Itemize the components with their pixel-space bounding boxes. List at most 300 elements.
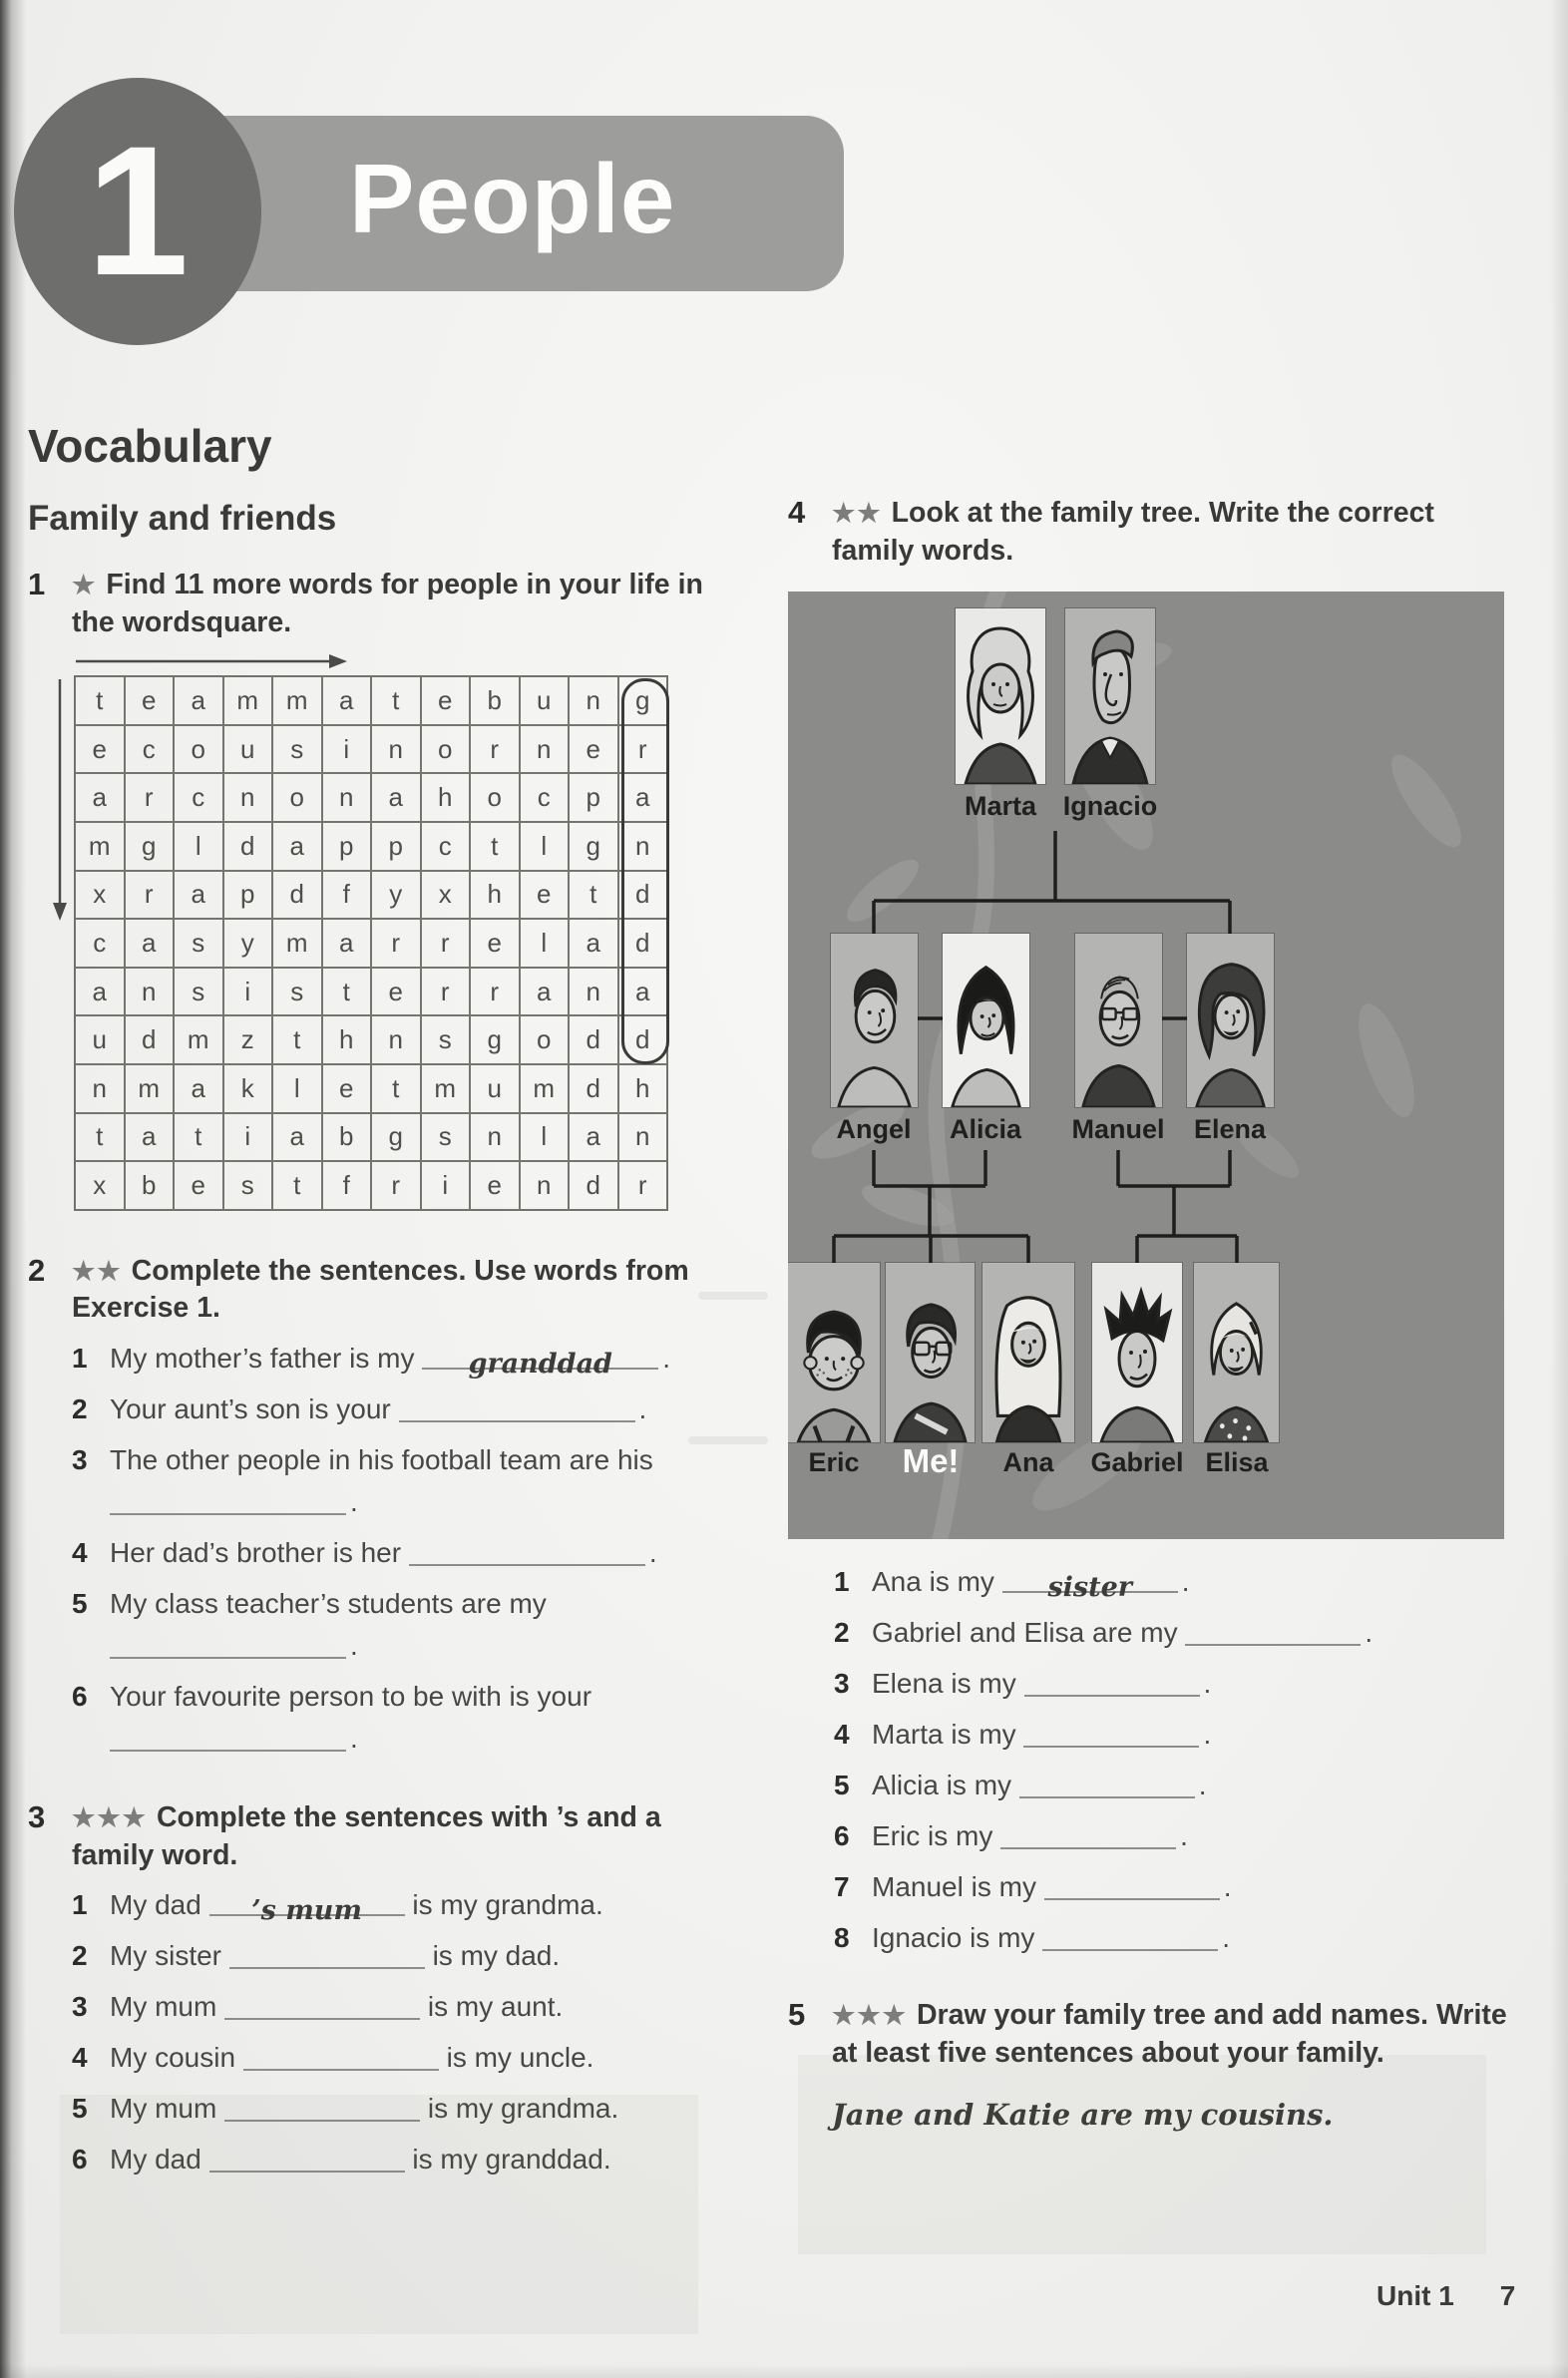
grid-cell: n bbox=[223, 773, 273, 822]
instruction-text: Complete the sentences with ’s and a family word. bbox=[72, 1800, 661, 1871]
grid-cell: e bbox=[322, 1064, 372, 1113]
grid-cell: y bbox=[371, 871, 421, 920]
grid-cell: u bbox=[520, 676, 570, 725]
answer-blank bbox=[110, 1724, 346, 1752]
item-number: 2 bbox=[72, 1392, 88, 1424]
item-number: 3 bbox=[72, 1443, 88, 1475]
grid-cell: s bbox=[272, 725, 322, 774]
grid-cell: t bbox=[371, 1064, 421, 1113]
sentence-item bbox=[72, 1439, 726, 1523]
sentence-after: . bbox=[1222, 1922, 1230, 1954]
item-number: 4 bbox=[72, 2042, 88, 2074]
grid-cell: n bbox=[569, 968, 618, 1016]
grid-cell: a bbox=[75, 968, 125, 1016]
direction-arrow-right-icon bbox=[74, 651, 353, 671]
grid-cell: e bbox=[75, 725, 125, 774]
exercise-1-header bbox=[28, 567, 726, 641]
item-text bbox=[110, 1935, 726, 1977]
grid-cell: m bbox=[272, 919, 322, 968]
item-number: 5 bbox=[72, 1587, 88, 1619]
grid-cell: a bbox=[520, 968, 570, 1016]
grid-cell: s bbox=[272, 968, 322, 1016]
sentence-after: . bbox=[1180, 1820, 1188, 1852]
sentence-after: . bbox=[350, 1722, 358, 1754]
grid-cell: m bbox=[125, 1064, 175, 1113]
grid-cell: t bbox=[371, 676, 421, 725]
exercise-2-header bbox=[28, 1253, 726, 1328]
grid-cell: a bbox=[75, 773, 125, 822]
grid-cell: h bbox=[618, 1064, 668, 1113]
sentence-before: Her dad’s brother is her bbox=[110, 1536, 402, 1568]
grid-cell: r bbox=[618, 725, 668, 774]
left-column bbox=[28, 419, 726, 2189]
grid-cell: a bbox=[618, 968, 668, 1016]
grid-cell: s bbox=[223, 1161, 273, 1210]
grid-cell: r bbox=[421, 968, 471, 1016]
book-spine-shadow bbox=[0, 0, 26, 2378]
grid-cell: o bbox=[421, 725, 471, 774]
grid-cell: o bbox=[272, 773, 322, 822]
page-number: 7 bbox=[1499, 2280, 1516, 2311]
sentence-item bbox=[834, 1765, 1526, 1806]
grid-cell: g bbox=[125, 822, 175, 871]
grid-cell: a bbox=[174, 1064, 223, 1113]
portrait-elena bbox=[1187, 934, 1274, 1107]
grid-cell: r bbox=[125, 773, 175, 822]
sentence-before: Your aunt’s son is your bbox=[110, 1392, 391, 1424]
sentence-item bbox=[72, 1935, 726, 1977]
grid-cell: c bbox=[125, 725, 175, 774]
answer-blank bbox=[1019, 1771, 1195, 1798]
item-number: 2 bbox=[834, 1617, 850, 1649]
sentence-item bbox=[834, 1663, 1526, 1705]
sentence-after: . bbox=[648, 1536, 657, 1568]
exercise-1 bbox=[28, 567, 726, 1211]
item-number: 5 bbox=[834, 1770, 850, 1801]
item-text bbox=[872, 1561, 1526, 1603]
sentence-item bbox=[72, 1884, 726, 1926]
grid-cell: a bbox=[174, 871, 223, 920]
grid-cell: r bbox=[470, 968, 520, 1016]
grid-cell: n bbox=[618, 822, 668, 871]
grid-cell: m bbox=[272, 676, 322, 725]
grid-cell: i bbox=[421, 1161, 471, 1210]
grid-cell: n bbox=[569, 676, 618, 725]
grid-cell: e bbox=[470, 1161, 520, 1210]
grid-cell: m bbox=[75, 822, 125, 871]
grid-cell: t bbox=[272, 1015, 322, 1064]
portrait-alicia bbox=[943, 934, 1029, 1107]
grid-cell: n bbox=[618, 1113, 668, 1162]
item-text bbox=[872, 1663, 1526, 1705]
grid-cell: t bbox=[272, 1161, 322, 1210]
item-text bbox=[110, 1439, 726, 1523]
grid-cell: p bbox=[322, 822, 372, 871]
sentence-before: Gabriel and Elisa are my bbox=[872, 1617, 1178, 1649]
grid-cell: u bbox=[223, 725, 273, 774]
sentence-after: is my uncle. bbox=[446, 2042, 594, 2074]
item-number: 5 bbox=[72, 2093, 88, 2125]
sentence-after: . bbox=[1223, 1871, 1232, 1903]
answer-blank bbox=[229, 1941, 425, 1969]
grid-cell: g bbox=[470, 1015, 520, 1064]
answer-blank bbox=[243, 2043, 439, 2071]
grid-cell: d bbox=[569, 1015, 618, 1064]
portrait-manuel bbox=[1075, 934, 1162, 1107]
grid-cell: n bbox=[125, 968, 175, 1016]
instruction-text: Complete the sentences. Use words from Exercise 1. bbox=[72, 1254, 689, 1325]
grid-cell: a bbox=[371, 773, 421, 822]
item-text bbox=[110, 2037, 726, 2079]
unit-number-badge bbox=[14, 78, 261, 345]
item-number: 4 bbox=[834, 1719, 850, 1751]
grid-cell: h bbox=[322, 1015, 372, 1064]
grid-cell: g bbox=[371, 1113, 421, 1162]
grid-cell: f bbox=[322, 1161, 372, 1210]
grid-cell: r bbox=[421, 919, 471, 968]
sentence-before: Alicia is my bbox=[872, 1770, 1012, 1801]
exercise-2 bbox=[28, 1253, 726, 1760]
grid-cell: s bbox=[421, 1113, 471, 1162]
answer-blank bbox=[1002, 1565, 1178, 1604]
grid-cell: b bbox=[322, 1113, 372, 1162]
sentence-before: The other people in his football team are his bbox=[110, 1443, 653, 1475]
family-tree-illustration bbox=[788, 592, 1504, 1539]
sentence-item bbox=[834, 1866, 1526, 1908]
sentence-item bbox=[72, 1388, 726, 1430]
exercise-4-items bbox=[834, 1561, 1526, 1959]
answer-blank bbox=[224, 1992, 420, 2020]
grid-cell: b bbox=[470, 676, 520, 725]
exercise-number: 4 bbox=[788, 495, 806, 530]
grid-cell: e bbox=[569, 725, 618, 774]
grid-cell: s bbox=[421, 1015, 471, 1064]
grid-cell: c bbox=[75, 919, 125, 968]
sentence-item bbox=[834, 1612, 1526, 1654]
answer-blank bbox=[1185, 1618, 1361, 1646]
item-text bbox=[872, 1815, 1526, 1857]
tree-name-gabriel: Gabriel bbox=[1090, 1447, 1184, 1478]
exercise-number: 3 bbox=[28, 1798, 46, 1834]
grid-cell: d bbox=[223, 822, 273, 871]
grid-cell: e bbox=[421, 676, 471, 725]
grid-cell: t bbox=[322, 968, 372, 1016]
tree-name-eric: Eric bbox=[808, 1447, 860, 1478]
item-text bbox=[110, 1676, 726, 1760]
direction-arrow-down-icon bbox=[50, 677, 70, 927]
item-number: 3 bbox=[72, 1991, 88, 2023]
grid-cell: d bbox=[618, 919, 668, 968]
tree-name-ignacio: Ignacio bbox=[1062, 791, 1158, 822]
sentence-after: . bbox=[1203, 1719, 1212, 1751]
tree-name-me: Me! bbox=[902, 1442, 960, 1480]
grid-cell: l bbox=[272, 1064, 322, 1113]
sentence-after: . bbox=[662, 1342, 671, 1374]
grid-cell: s bbox=[174, 919, 223, 968]
grid-cell: m bbox=[520, 1064, 570, 1113]
grid-cell: x bbox=[421, 871, 471, 920]
bleed-through-smudge bbox=[798, 2055, 1486, 2254]
sentence-item bbox=[72, 1338, 726, 1380]
item-number: 2 bbox=[72, 1940, 88, 1972]
subsection-title: Family and friends bbox=[28, 499, 337, 538]
instruction-text: Look at the family tree. Write the correct family words. bbox=[832, 497, 1434, 567]
sentence-item bbox=[834, 1714, 1526, 1756]
grid-cell: a bbox=[322, 919, 372, 968]
item-number: 4 bbox=[72, 1536, 88, 1568]
exercise-number: 5 bbox=[788, 1997, 806, 2033]
portrait-ignacio bbox=[1065, 608, 1155, 784]
sentence-before: My mum bbox=[110, 2093, 217, 2125]
sentence-before: My mum bbox=[110, 1991, 217, 2023]
item-number: 7 bbox=[834, 1871, 850, 1903]
grid-cell: n bbox=[75, 1064, 125, 1113]
grid-cell: t bbox=[470, 822, 520, 871]
sentence-item bbox=[72, 1986, 726, 2028]
grid-cell: h bbox=[470, 871, 520, 920]
sentence-before: Elena is my bbox=[872, 1668, 1016, 1700]
grid-cell: n bbox=[322, 773, 372, 822]
grid-cell: n bbox=[470, 1113, 520, 1162]
grid-cell: d bbox=[569, 1161, 618, 1210]
grid-cell: c bbox=[174, 773, 223, 822]
sentence-after: . bbox=[350, 1485, 358, 1517]
sentence-after: . bbox=[638, 1392, 647, 1424]
handwritten-answer: granddad bbox=[468, 1348, 612, 1380]
grid-cell: f bbox=[322, 871, 372, 920]
grid-cell: d bbox=[618, 871, 668, 920]
tree-name-ana: Ana bbox=[1002, 1447, 1054, 1478]
portrait-gabriel bbox=[1092, 1263, 1182, 1442]
exercise-instruction bbox=[832, 495, 1490, 570]
grid-cell: c bbox=[421, 822, 471, 871]
grid-cell: o bbox=[174, 725, 223, 774]
tree-name-angel: Angel bbox=[836, 1114, 912, 1145]
difficulty-stars: ★★★ bbox=[72, 1801, 148, 1832]
grid-cell: d bbox=[569, 1064, 618, 1113]
grid-cell: n bbox=[371, 1015, 421, 1064]
item-number: 8 bbox=[834, 1922, 850, 1954]
item-number: 1 bbox=[72, 1342, 88, 1374]
exercise-3-header bbox=[28, 1799, 726, 1874]
grid-cell: r bbox=[371, 1161, 421, 1210]
grid-cell: g bbox=[569, 822, 618, 871]
answer-blank bbox=[1000, 1821, 1176, 1849]
grid-cell: e bbox=[125, 676, 175, 725]
grid-cell: e bbox=[174, 1161, 223, 1210]
item-number: 1 bbox=[72, 1889, 88, 1921]
grid-cell: a bbox=[569, 1113, 618, 1162]
sentence-after: is my grandma. bbox=[427, 2093, 619, 2125]
sentence-item bbox=[72, 2037, 726, 2079]
grid-cell: d bbox=[618, 1015, 668, 1064]
grid-cell: t bbox=[75, 1113, 125, 1162]
grid-cell: i bbox=[223, 968, 273, 1016]
exercise-instruction bbox=[72, 567, 726, 641]
grid-cell: l bbox=[520, 919, 570, 968]
sentence-before: Ana is my bbox=[872, 1566, 994, 1598]
sentence-after: . bbox=[1365, 1617, 1373, 1649]
grid-cell: a bbox=[125, 919, 175, 968]
instruction-text: Draw your family tree and add names. Write at least five sentences about your family. bbox=[832, 1999, 1507, 2069]
item-number: 1 bbox=[834, 1566, 850, 1598]
tree-name-manuel: Manuel bbox=[1071, 1114, 1165, 1145]
sentence-before: Eric is my bbox=[872, 1820, 993, 1852]
grid-cell: h bbox=[421, 773, 471, 822]
item-number: 6 bbox=[72, 1680, 88, 1712]
portrait-eric bbox=[788, 1263, 880, 1442]
answer-blank bbox=[399, 1394, 635, 1422]
answer-blank bbox=[110, 1487, 346, 1515]
grid-cell: p bbox=[223, 871, 273, 920]
tree-name-marta: Marta bbox=[964, 791, 1037, 822]
item-text bbox=[872, 1866, 1526, 1908]
grid-cell: o bbox=[470, 773, 520, 822]
grid-cell: r bbox=[618, 1161, 668, 1210]
grid-cell: e bbox=[520, 871, 570, 920]
grid-cell: x bbox=[75, 1161, 125, 1210]
grid-cell: l bbox=[174, 822, 223, 871]
grid-cell: a bbox=[125, 1113, 175, 1162]
grid-cell: z bbox=[223, 1015, 273, 1064]
sentence-before: My mother’s father is my bbox=[110, 1342, 415, 1374]
portrait-marta bbox=[956, 608, 1045, 784]
grid-cell: m bbox=[174, 1015, 223, 1064]
unit-title-banner bbox=[190, 116, 844, 291]
item-text bbox=[872, 1917, 1526, 1959]
answer-blank bbox=[209, 1888, 405, 1927]
sentence-before: My dad bbox=[110, 1889, 201, 1921]
answer-blank bbox=[422, 1342, 658, 1380]
item-text bbox=[110, 1884, 726, 1926]
grid-cell: a bbox=[618, 773, 668, 822]
answer-blank bbox=[1024, 1669, 1200, 1697]
sentence-before: My class teacher’s students are my bbox=[110, 1587, 547, 1619]
item-text bbox=[872, 1612, 1526, 1654]
sentence-after: . bbox=[1181, 1566, 1190, 1598]
example-sentence: Jane and Katie are my cousins. bbox=[832, 2098, 1334, 2133]
grid-cell: d bbox=[125, 1015, 175, 1064]
sentence-after: is my aunt. bbox=[427, 1991, 564, 2023]
grid-cell: d bbox=[272, 871, 322, 920]
exercise-4-header bbox=[788, 495, 1526, 570]
grid-cell: n bbox=[520, 725, 570, 774]
unit-label: Unit 1 bbox=[1376, 2280, 1454, 2311]
grid-cell: u bbox=[75, 1015, 125, 1064]
tree-name-elisa: Elisa bbox=[1205, 1447, 1269, 1478]
sentence-item bbox=[834, 1561, 1526, 1603]
difficulty-stars: ★★ bbox=[72, 1255, 123, 1286]
unit-title: People bbox=[349, 143, 676, 253]
answer-blank bbox=[1023, 1720, 1199, 1748]
page-footer bbox=[1376, 2280, 1515, 2312]
grid-cell: p bbox=[569, 773, 618, 822]
item-text bbox=[110, 1583, 726, 1667]
bleed-through-smudge bbox=[60, 2095, 698, 2334]
difficulty-stars: ★ bbox=[72, 570, 98, 599]
sentence-before: Marta is my bbox=[872, 1719, 1016, 1751]
bleed-through-smudge bbox=[698, 1292, 768, 1300]
sentence-after: is my dad. bbox=[432, 1940, 561, 1972]
grid-cell: y bbox=[223, 919, 273, 968]
grid-cell: x bbox=[75, 871, 125, 920]
item-number: 6 bbox=[72, 2144, 88, 2176]
portrait-ana bbox=[982, 1263, 1074, 1442]
portrait-me bbox=[886, 1263, 975, 1442]
grid-cell: c bbox=[520, 773, 570, 822]
exercise-instruction bbox=[72, 1799, 690, 1874]
grid-cell: l bbox=[520, 1113, 570, 1162]
sentence-item bbox=[72, 1532, 726, 1574]
grid-cell: i bbox=[223, 1113, 273, 1162]
page-edge-shadow bbox=[0, 2364, 1568, 2378]
handwritten-answer: ’s mum bbox=[251, 1895, 362, 1927]
sentence-after: is my grandma. bbox=[412, 1889, 603, 1921]
item-text bbox=[872, 1714, 1526, 1756]
item-text bbox=[110, 1986, 726, 2028]
grid-cell: a bbox=[272, 1113, 322, 1162]
unit-number: 1 bbox=[86, 108, 190, 314]
grid-cell: s bbox=[174, 968, 223, 1016]
portrait-elisa bbox=[1194, 1263, 1279, 1442]
grid-cell: r bbox=[125, 871, 175, 920]
grid-cell: l bbox=[520, 822, 570, 871]
exercise-number: 1 bbox=[28, 567, 46, 601]
grid-cell: p bbox=[371, 822, 421, 871]
grid-cell: t bbox=[174, 1113, 223, 1162]
grid-cell: a bbox=[272, 822, 322, 871]
wordsquare-grid bbox=[74, 675, 668, 1211]
grid-cell: a bbox=[174, 676, 223, 725]
sentence-item bbox=[72, 1583, 726, 1667]
item-text bbox=[110, 1338, 726, 1380]
sentence-before: My dad bbox=[110, 2144, 201, 2176]
grid-cell: o bbox=[520, 1015, 570, 1064]
exercise-4 bbox=[788, 495, 1526, 1959]
sentence-before: Ignacio is my bbox=[872, 1922, 1035, 1954]
grid-cell: g bbox=[618, 676, 668, 725]
sentence-after: . bbox=[350, 1629, 358, 1661]
handwritten-answer: sister bbox=[1047, 1572, 1132, 1604]
grid-cell: e bbox=[470, 919, 520, 968]
grid-cell: r bbox=[470, 725, 520, 774]
item-text bbox=[110, 1388, 726, 1430]
grid-cell: m bbox=[421, 1064, 471, 1113]
right-column bbox=[788, 495, 1526, 2132]
item-number: 3 bbox=[834, 1668, 850, 1700]
item-number: 6 bbox=[834, 1820, 850, 1852]
bleed-through-smudge bbox=[688, 1436, 768, 1444]
answer-blank bbox=[1044, 1872, 1220, 1900]
grid-cell: r bbox=[371, 919, 421, 968]
exercise-2-items bbox=[72, 1338, 726, 1760]
answer-blank bbox=[1042, 1923, 1218, 1951]
item-text bbox=[110, 1532, 726, 1574]
tree-name-alicia: Alicia bbox=[949, 1114, 1022, 1145]
portrait-angel bbox=[831, 934, 918, 1107]
sentence-after: . bbox=[1198, 1770, 1207, 1801]
exercise-instruction bbox=[72, 1253, 710, 1328]
instruction-text: Find 11 more words for people in your life in the wordsquare. bbox=[72, 569, 703, 638]
tree-name-elena: Elena bbox=[1193, 1114, 1267, 1145]
sentence-before: Manuel is my bbox=[872, 1871, 1036, 1903]
answer-blank bbox=[110, 1631, 346, 1659]
wordsquare-wrap bbox=[74, 675, 667, 1211]
page-edge-shadow bbox=[1550, 0, 1568, 2378]
sentence-before: My sister bbox=[110, 1940, 221, 1972]
grid-cell: k bbox=[223, 1064, 273, 1113]
sentence-after: is my granddad. bbox=[412, 2144, 611, 2176]
